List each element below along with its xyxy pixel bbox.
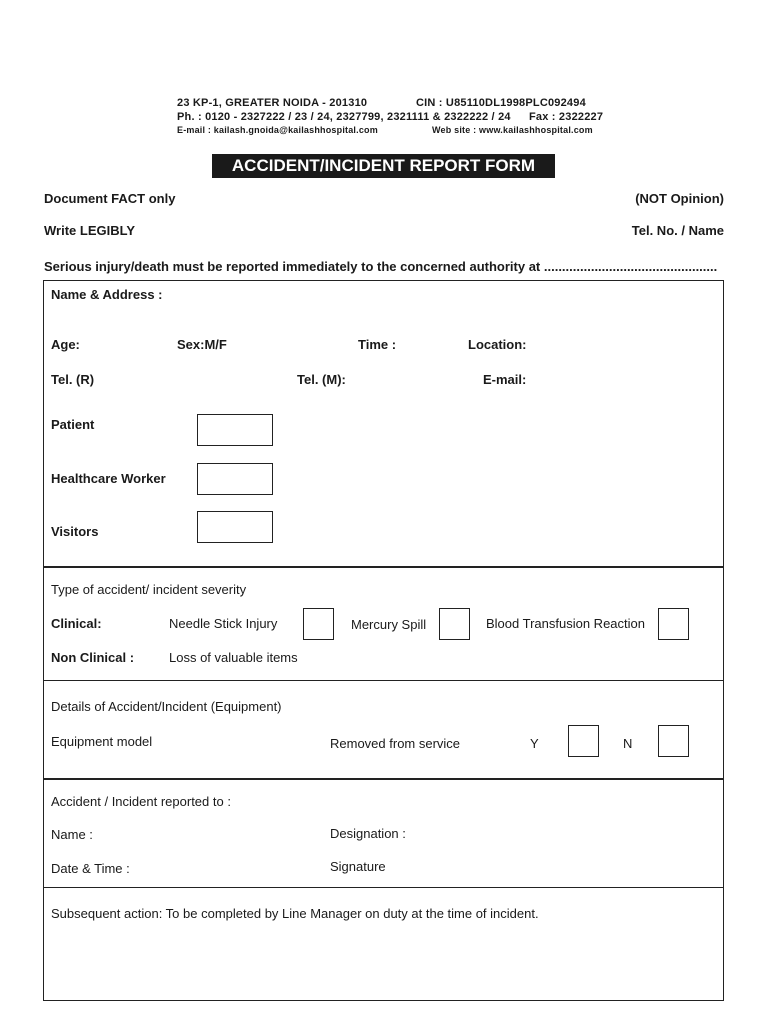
- divider: [43, 566, 724, 568]
- healthcare-worker-label: Healthcare Worker: [51, 471, 166, 486]
- clinical-label: Clinical:: [51, 616, 102, 631]
- sex-label: Sex:M/F: [177, 337, 227, 352]
- time-label: Time :: [358, 337, 397, 352]
- email-label: E-mail:: [483, 372, 527, 387]
- removed-no-checkbox[interactable]: [658, 725, 689, 757]
- fax-number: Fax : 2322227: [529, 111, 604, 123]
- tel-residence-label: Tel. (R): [51, 372, 95, 387]
- removed-no-label: N: [623, 736, 633, 751]
- removed-yes-checkbox[interactable]: [568, 725, 599, 757]
- needle-stick-label: Needle Stick Injury: [169, 616, 278, 631]
- patient-label: Patient: [51, 417, 95, 432]
- patient-checkbox[interactable]: [197, 414, 273, 446]
- cin-number: CIN : U85110DL1998PLC092494: [416, 97, 586, 109]
- removed-from-service-label: Removed from service: [330, 736, 461, 751]
- divider: [43, 778, 724, 780]
- signature-label: Signature: [330, 859, 386, 874]
- phone-numbers: Ph. : 0120 - 2327222 / 23 / 24, 2327799, 2321111 & 2322222 / 24: [177, 111, 511, 123]
- designation-label: Designation :: [330, 826, 406, 841]
- email-address: E-mail : kailash.gnoida@kailashhospital.com: [177, 125, 378, 135]
- visitors-checkbox[interactable]: [197, 511, 273, 543]
- divider: [43, 887, 724, 888]
- loss-of-valuables-label: Loss of valuable items: [169, 650, 298, 665]
- note-fact-only: Document FACT only: [44, 191, 176, 206]
- incident-type-heading: Type of accident/ incident severity: [51, 582, 247, 597]
- date-time-label: Date & Time :: [51, 861, 130, 876]
- healthcare-worker-checkbox[interactable]: [197, 463, 273, 495]
- blood-transfusion-label: Blood Transfusion Reaction: [486, 616, 645, 631]
- removed-yes-label: Y: [530, 736, 539, 751]
- form-frame: [43, 280, 724, 1001]
- hospital-address: 23 KP-1, GREATER NOIDA - 201310: [177, 97, 368, 109]
- reported-name-label: Name :: [51, 827, 93, 842]
- mercury-spill-checkbox[interactable]: [439, 608, 470, 640]
- reported-to-heading: Accident / Incident reported to :: [51, 794, 231, 809]
- blood-transfusion-checkbox[interactable]: [658, 608, 689, 640]
- subsequent-action-text: Subsequent action: To be completed by Line Manager on duty at the time of incident.: [51, 906, 539, 921]
- age-label: Age:: [51, 337, 80, 352]
- name-address-label: Name & Address :: [51, 287, 163, 302]
- tel-mobile-label: Tel. (M):: [297, 372, 346, 387]
- location-label: Location:: [468, 337, 527, 352]
- divider: [43, 680, 724, 681]
- note-write-legibly: Write LEGIBLY: [44, 223, 136, 238]
- equipment-model-label: Equipment model: [51, 734, 153, 749]
- non-clinical-label: Non Clinical :: [51, 650, 135, 665]
- needle-stick-checkbox[interactable]: [303, 608, 334, 640]
- visitors-label: Visitors: [51, 524, 99, 539]
- website: Web site : www.kailashhospital.com: [432, 125, 593, 135]
- note-tel-name: Tel. No. / Name: [631, 223, 724, 238]
- form-title: ACCIDENT/INCIDENT REPORT FORM: [212, 154, 555, 178]
- note-serious-injury: Serious injury/death must be reported immediately to the concerned authority at ................................................: [44, 259, 718, 274]
- mercury-spill-label: Mercury Spill: [351, 617, 427, 632]
- note-not-opinion: (NOT Opinion): [635, 191, 724, 206]
- equipment-details-heading: Details of Accident/Incident (Equipment): [51, 699, 282, 714]
